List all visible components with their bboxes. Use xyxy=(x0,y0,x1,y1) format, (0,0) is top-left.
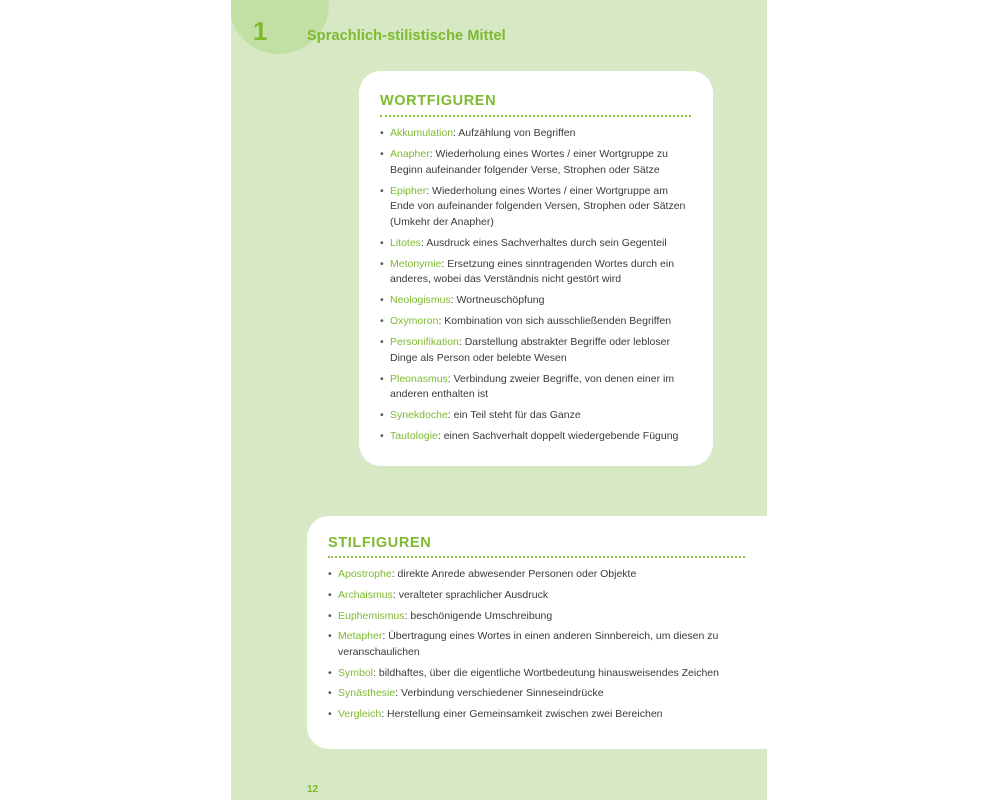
term-label: Oxymoron xyxy=(390,315,439,327)
list-item xyxy=(328,666,745,682)
bullet-icon: • xyxy=(380,430,384,442)
list-item xyxy=(328,609,745,625)
bullet-icon: • xyxy=(380,315,384,327)
term-label: Symbol xyxy=(338,666,374,679)
list-item xyxy=(380,429,691,445)
term-label: Tautologie xyxy=(390,430,438,442)
term-definition: : direkte Anrede abwesender Personen oder Objekte xyxy=(391,568,637,580)
list-item xyxy=(380,314,691,330)
list-item xyxy=(380,335,691,366)
chapter-number: 1 xyxy=(253,16,268,46)
term-definition: : Kombination von sich ausschließenden Begriffen xyxy=(438,315,672,327)
list-item xyxy=(380,408,691,424)
term-definition: : Übertragung eines Wortes in einen anderen Sinnbereich, um diesen zu veranschaulichen xyxy=(338,630,719,658)
book-page xyxy=(231,0,767,800)
term-definition: : Herstellung einer Gemeinsamkeit zwischen zwei Bereichen xyxy=(381,708,663,721)
wortfiguren-title: WORTFIGUREN xyxy=(380,93,691,117)
term-definition: : beschönigende Umschreibung xyxy=(404,609,553,622)
term-label: Synästhesie xyxy=(338,687,396,700)
bullet-icon: • xyxy=(328,630,332,643)
chapter-title: Sprachlich-stilistische Mittel xyxy=(307,28,506,44)
list-item xyxy=(380,236,691,252)
list-item xyxy=(380,147,691,178)
bullet-icon: • xyxy=(380,236,384,249)
page-number: 12 xyxy=(307,784,319,795)
bullet-icon: • xyxy=(380,148,384,160)
term-label: Euphemismus xyxy=(338,609,405,622)
list-item xyxy=(328,707,745,723)
term-label: Litotes xyxy=(390,236,421,249)
bullet-icon: • xyxy=(328,588,332,601)
term-definition: : Verbindung verschiedener Sinneseindrücke xyxy=(395,687,604,700)
term-label: Metonymie xyxy=(390,257,442,270)
stilfiguren-title: STILFIGUREN xyxy=(328,535,745,558)
bullet-icon: • xyxy=(380,127,384,139)
term-definition: : Wiederholung eines Wortes / einer Wortgruppe am Ende von aufeinander folgenden Versen, Strophen oder Sätzen (Umkehr der Anapher) xyxy=(390,184,686,228)
term-definition: : Wortneuschöpfung xyxy=(450,294,545,306)
list-item xyxy=(380,257,691,288)
term-label: Metapher xyxy=(338,630,383,643)
term-definition: : Ersetzung eines sinntragenden Wortes durch ein anderes, wobei das Verständnis nicht gestört wird xyxy=(390,257,675,285)
term-definition: : Ausdruck eines Sachverhaltes durch sein Gegenteil xyxy=(420,236,667,249)
term-label: Archaismus xyxy=(338,588,393,601)
term-definition: : Aufzählung von Begriffen xyxy=(453,127,576,139)
term-label: Vergleich xyxy=(338,708,382,721)
term-label: Akkumulation xyxy=(390,127,454,139)
term-definition: : ein Teil steht für das Ganze xyxy=(447,409,581,421)
bullet-icon: • xyxy=(328,609,332,622)
term-definition: : bildhaftes, über die eigentliche Wortbedeutung hinausweisendes Zeichen xyxy=(373,666,719,679)
term-label: Apostrophe xyxy=(338,568,392,580)
bullet-icon: • xyxy=(328,708,332,721)
chapter-circle xyxy=(231,0,329,54)
wortfiguren-card xyxy=(359,71,713,466)
list-item xyxy=(380,184,691,231)
term-label: Epipher xyxy=(390,184,427,197)
stilfiguren-list xyxy=(328,567,745,723)
term-definition: : Darstellung abstrakter Begriffe oder lebloser Dinge als Person oder belebte Wesen xyxy=(390,336,670,364)
bullet-icon: • xyxy=(380,372,384,385)
term-label: Pleonasmus xyxy=(390,372,448,385)
term-label: Anapher xyxy=(390,148,430,160)
list-item xyxy=(380,372,691,403)
stilfiguren-card xyxy=(307,516,767,749)
list-item xyxy=(328,567,745,583)
list-item xyxy=(328,588,745,604)
bullet-icon: • xyxy=(380,336,384,348)
list-item xyxy=(380,293,691,309)
bullet-icon: • xyxy=(328,666,332,679)
bullet-icon: • xyxy=(380,184,384,197)
term-label: Synekdoche xyxy=(390,409,448,421)
term-definition: : Verbindung zweier Begriffe, von denen einer im anderen enthalten ist xyxy=(390,372,675,400)
term-definition: : einen Sachverhalt doppelt wiedergebende Fügung xyxy=(437,430,679,442)
bullet-icon: • xyxy=(328,568,332,580)
list-item xyxy=(380,126,691,142)
bullet-icon: • xyxy=(380,409,384,421)
bullet-icon: • xyxy=(380,257,384,270)
term-definition: : veralteter sprachlicher Ausdruck xyxy=(392,588,549,601)
term-label: Neologismus xyxy=(390,294,451,306)
term-label: Personifikation xyxy=(390,336,459,348)
bullet-icon: • xyxy=(328,687,332,700)
wortfiguren-list xyxy=(380,126,691,445)
list-item xyxy=(328,629,745,660)
list-item xyxy=(328,686,745,702)
bullet-icon: • xyxy=(380,294,384,306)
term-definition: : Wiederholung eines Wortes / einer Wortgruppe zu Beginn aufeinander folgender Verse, Strophen oder Sätze xyxy=(390,148,669,176)
